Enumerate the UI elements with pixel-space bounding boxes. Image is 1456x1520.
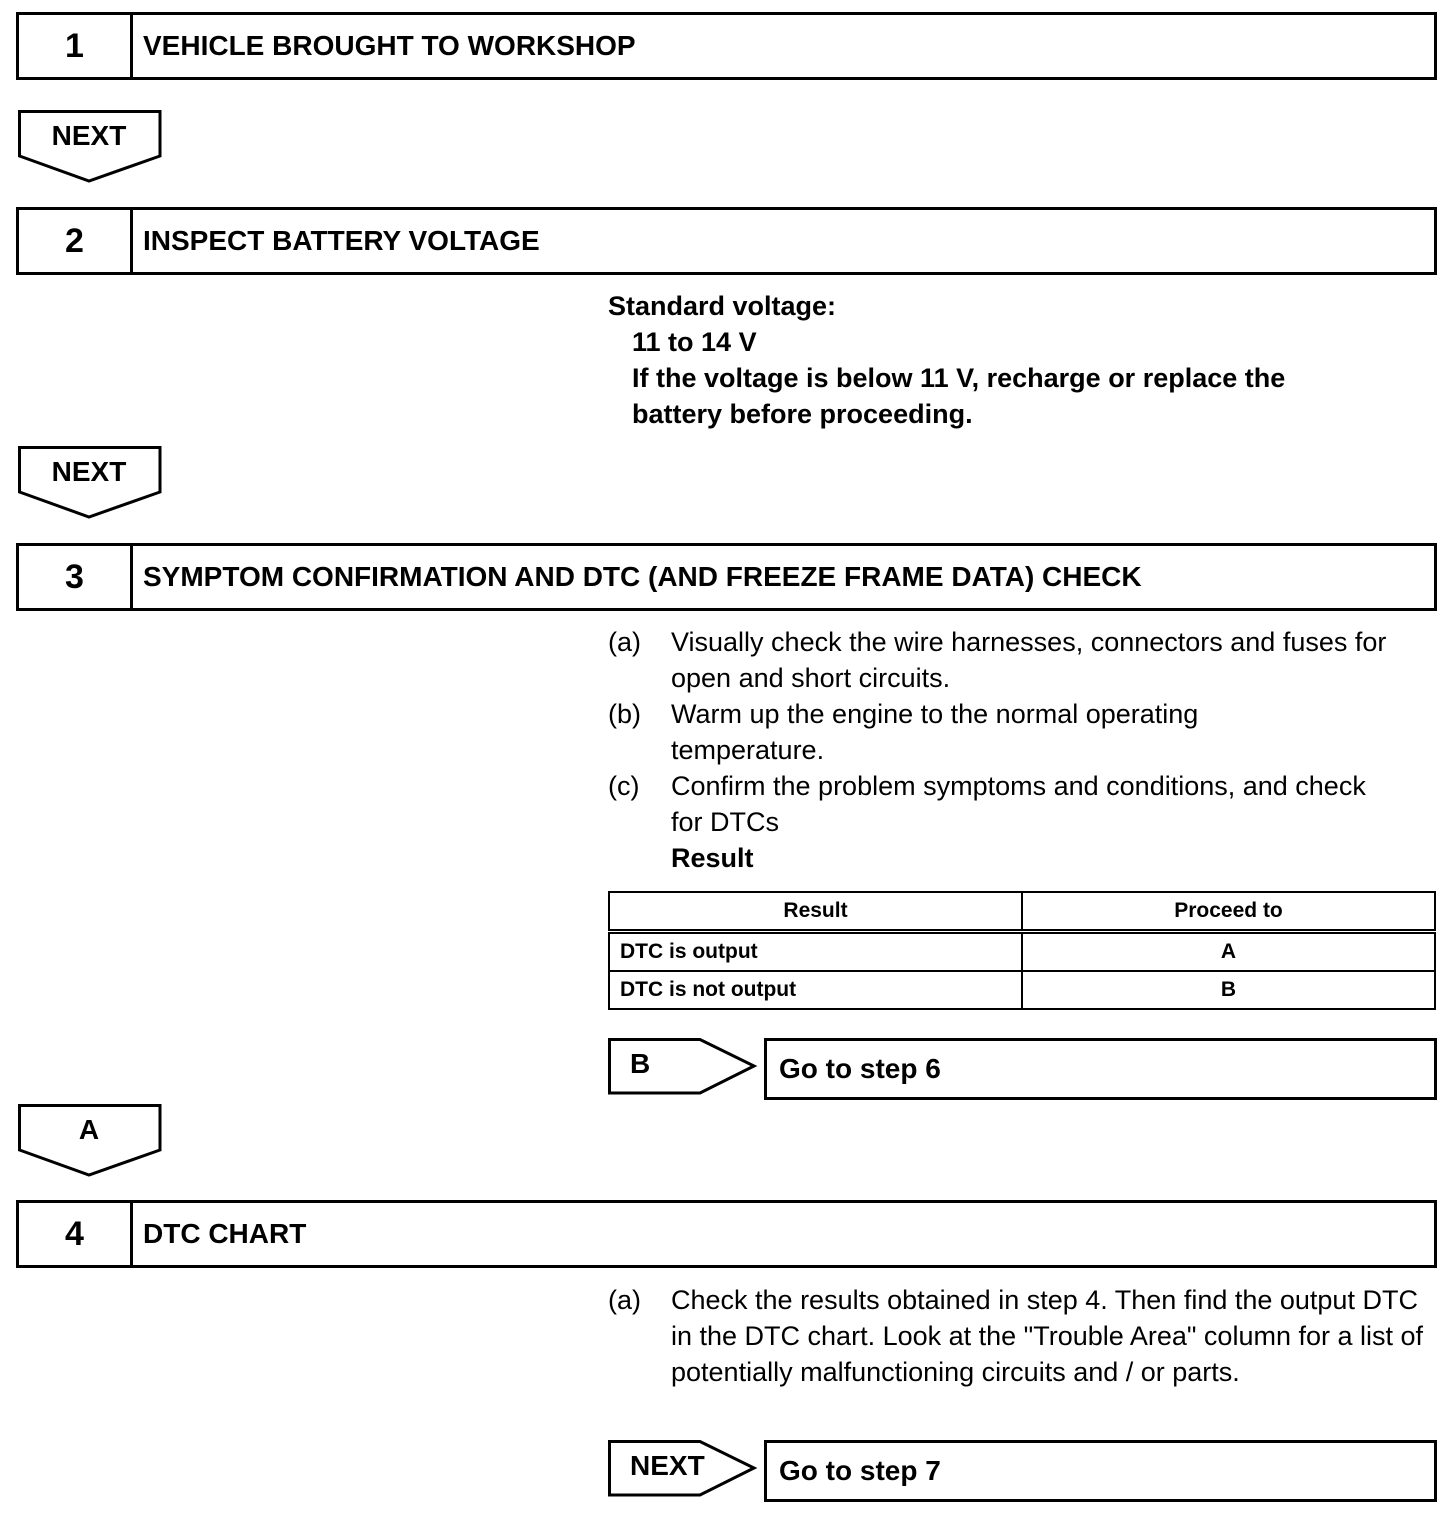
item-label: (c) xyxy=(608,771,640,801)
spec-label: Standard voltage: xyxy=(608,291,837,321)
list-item xyxy=(608,1282,1438,1390)
list-item xyxy=(608,624,1438,696)
list-item xyxy=(608,696,1438,768)
result-cell: DTC is output xyxy=(609,932,1022,972)
column-header-proceed: Proceed to xyxy=(1022,892,1435,932)
next-label: NEXT xyxy=(630,1450,705,1481)
item-text: Check the results obtained in step 4. Then find the output DTC in the DTC chart. Look at the "Trouble Area" column for a list of potentially malfunctioning circuits and / or parts. xyxy=(671,1285,1424,1387)
spec-value: 11 to 14 V xyxy=(632,327,757,357)
step-number: 4 xyxy=(19,1203,133,1265)
step-4-instructions xyxy=(608,1282,1438,1390)
step-3-instructions xyxy=(608,624,1438,876)
item-text: Confirm the problem symptoms and conditions, and check for DTCs xyxy=(671,771,1366,837)
branch-label: B xyxy=(630,1048,651,1079)
step-2-header xyxy=(16,207,1437,275)
next-arrow-2[interactable] xyxy=(18,446,162,520)
result-cell: DTC is not output xyxy=(609,971,1022,1009)
result-table xyxy=(608,891,1436,1010)
step-4-header xyxy=(16,1200,1437,1268)
next-label: NEXT xyxy=(51,120,127,151)
item-text: Warm up the engine to the normal operating temperature. xyxy=(671,699,1199,765)
spec-note-line-2: battery before proceeding. xyxy=(632,399,973,429)
step-title: SYMPTOM CONFIRMATION AND DTC (AND FREEZE FRAME DATA) CHECK xyxy=(143,561,1142,592)
item-label: (b) xyxy=(608,699,641,729)
next-label: NEXT xyxy=(51,456,127,487)
item-label: (a) xyxy=(608,1285,641,1315)
goto-step-7-box[interactable]: Go to step 7 xyxy=(764,1440,1437,1502)
branch-label: A xyxy=(78,1114,100,1145)
step-title: DTC CHART xyxy=(143,1218,307,1249)
goto-step-6-box[interactable]: Go to step 6 xyxy=(764,1038,1437,1100)
item-label: (a) xyxy=(608,627,641,657)
table-row xyxy=(609,932,1435,972)
step-1-header xyxy=(16,12,1437,80)
step-number: 1 xyxy=(19,15,133,77)
branch-a-arrow[interactable] xyxy=(18,1104,162,1178)
step-3-header xyxy=(16,543,1437,611)
proceed-cell: B xyxy=(1022,971,1435,1009)
list-item xyxy=(608,768,1438,840)
table-header-row xyxy=(609,892,1435,932)
step-number: 3 xyxy=(19,546,133,608)
next-arrow-1[interactable] xyxy=(18,110,162,184)
step-title: VEHICLE BROUGHT TO WORKSHOP xyxy=(143,30,636,61)
step-number: 2 xyxy=(19,210,133,272)
table-row xyxy=(609,971,1435,1009)
branch-b-arrow[interactable] xyxy=(608,1038,758,1096)
battery-spec xyxy=(608,288,1285,432)
spec-note-line-1: If the voltage is below 11 V, recharge or replace the xyxy=(632,363,1286,393)
next-arrow-4[interactable] xyxy=(608,1440,758,1498)
item-text: Visually check the wire harnesses, connectors and fuses for open and short circuits. xyxy=(671,627,1387,693)
column-header-result: Result xyxy=(609,892,1022,932)
result-label: Result xyxy=(671,843,754,873)
step-title: INSPECT BATTERY VOLTAGE xyxy=(143,225,540,256)
proceed-cell: A xyxy=(1022,932,1435,972)
